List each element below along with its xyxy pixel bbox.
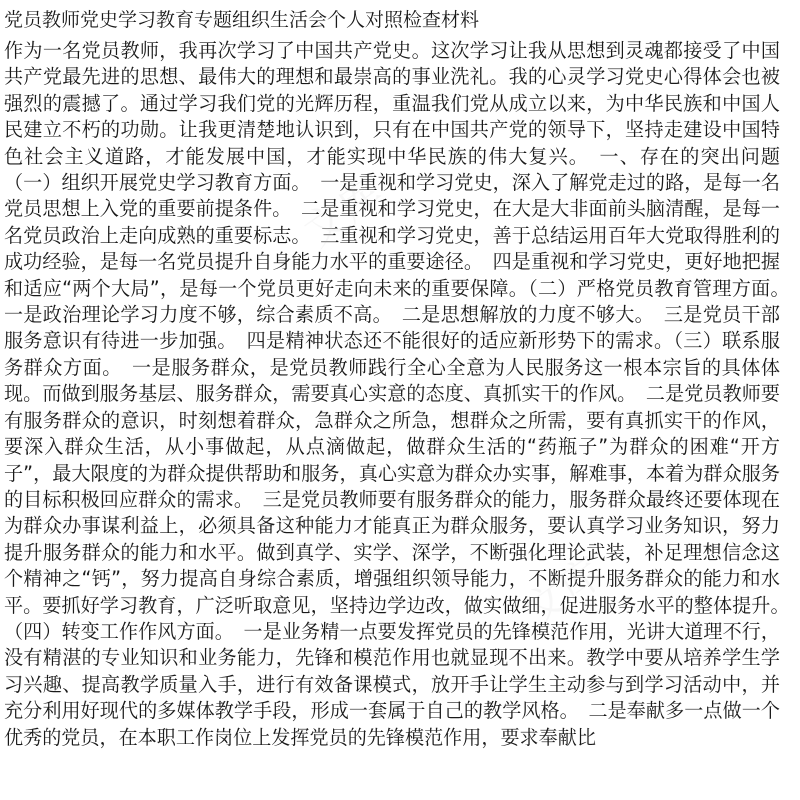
watermark: 文库 — [514, 547, 612, 637]
watermark: 文库 — [294, 167, 392, 257]
document-title: 党员教师党史学习教育专题组织生活会个人对照检查材料 — [4, 9, 480, 31]
document-body: 作为一名党员教师，我再次学习了中国共产党史。这次学习让我从思想到灵魂都接受了中国共产党最先进的思想、最伟大的理想和最崇高的事业洗礼。我的心灵学习党史心得体会也被强烈的震撼了。通过学习我们党的光辉历程，重温我们党从成立以来，为中华民族和中国人民建立不朽的功勋。让我更清楚地认识到，只有在中国共产党的领导下，坚持走建设中国特色社会主义道路，才能发展中国，才能实现中华民族的伟大复兴。 一、存在的突出问题（一）组织开展党史学习教育方面。 一是重视和学习党史，深入了解党走过的路，是每一名党员思想上入党的重要前提条件。 二是重视和学习党史，在大是大非面前头脑清醒，是每一名党员政治上走向成熟的重要标志。 三重视和学习党史，善于总结运用百年大党取得胜利的成功经验，是每一名党员提升自身能力水平的重要途径。 四是重视和学习党史，更好地把握和适应“两个大局”，是每一个党员更好走向未来的重要保障。（二）严格党员教育管理方面。 一是政治理论学习力度不够，综合素质不高。 二是思想解放的力度不够大。 三是党员干部服务意识有待进一步加强。 四是精神状态还不能很好的适应新形势下的需求。（三）联系服务群众方面。 一是服务群众，是党员教师践行全心全意为人民服务这一根本宗旨的具体体现。而做到服务基层、服务群众，需要真心实意的态度、真抓实干的作风。 二是党员教师要有服务群众的意识，时刻想着群众，急群众之所急，想群众之所需，要有真抓实干的作风，要深入群众生活，从小事做起，从点滴做起，做群众生活的“药瓶子”为群众的困难“开方子”，最大限度的为群众提供帮助和服务，真心实意为群众办实事，解难事，本着为群众服务的目标积极回应群众的需求。 三是党员教师要有服务群众的能力，服务群众最终还要体现在为群众办事谋利益上，必须具备这种能力才能真正为群众服务，要认真学习业务知识，努力提升服务群众的能力和水平。做到真学、实学、深学，不断强化理论武装，补足理想信念这个精神之“钙”，努力提高自身综合素质，增强组织领导能力，不断提升服务群众的能力和水平。要抓好学习教育，广泛听取意见，坚持边学边改，做实做细，促进服务水平的整体提升。 （四）转变工作作风方面。 一是业务精一点要发挥党员的先锋模范作用，光讲大道理不行，没有精湛的专业知识和业务能力，先锋和模范作用也就显现不出来。教学中要从培养学生学习兴趣、提高教学质量入手，进行有效备课模式，放开手让学生主动参与到学习活动中，并充分利用好现代的多媒体教学手段，形成一套属于自己的教学风格。 二是奉献多一点做一个优秀的党员，在本职工作岗位上发挥党员的先锋模范作用，要求奉献比 — [4, 39, 800, 749]
